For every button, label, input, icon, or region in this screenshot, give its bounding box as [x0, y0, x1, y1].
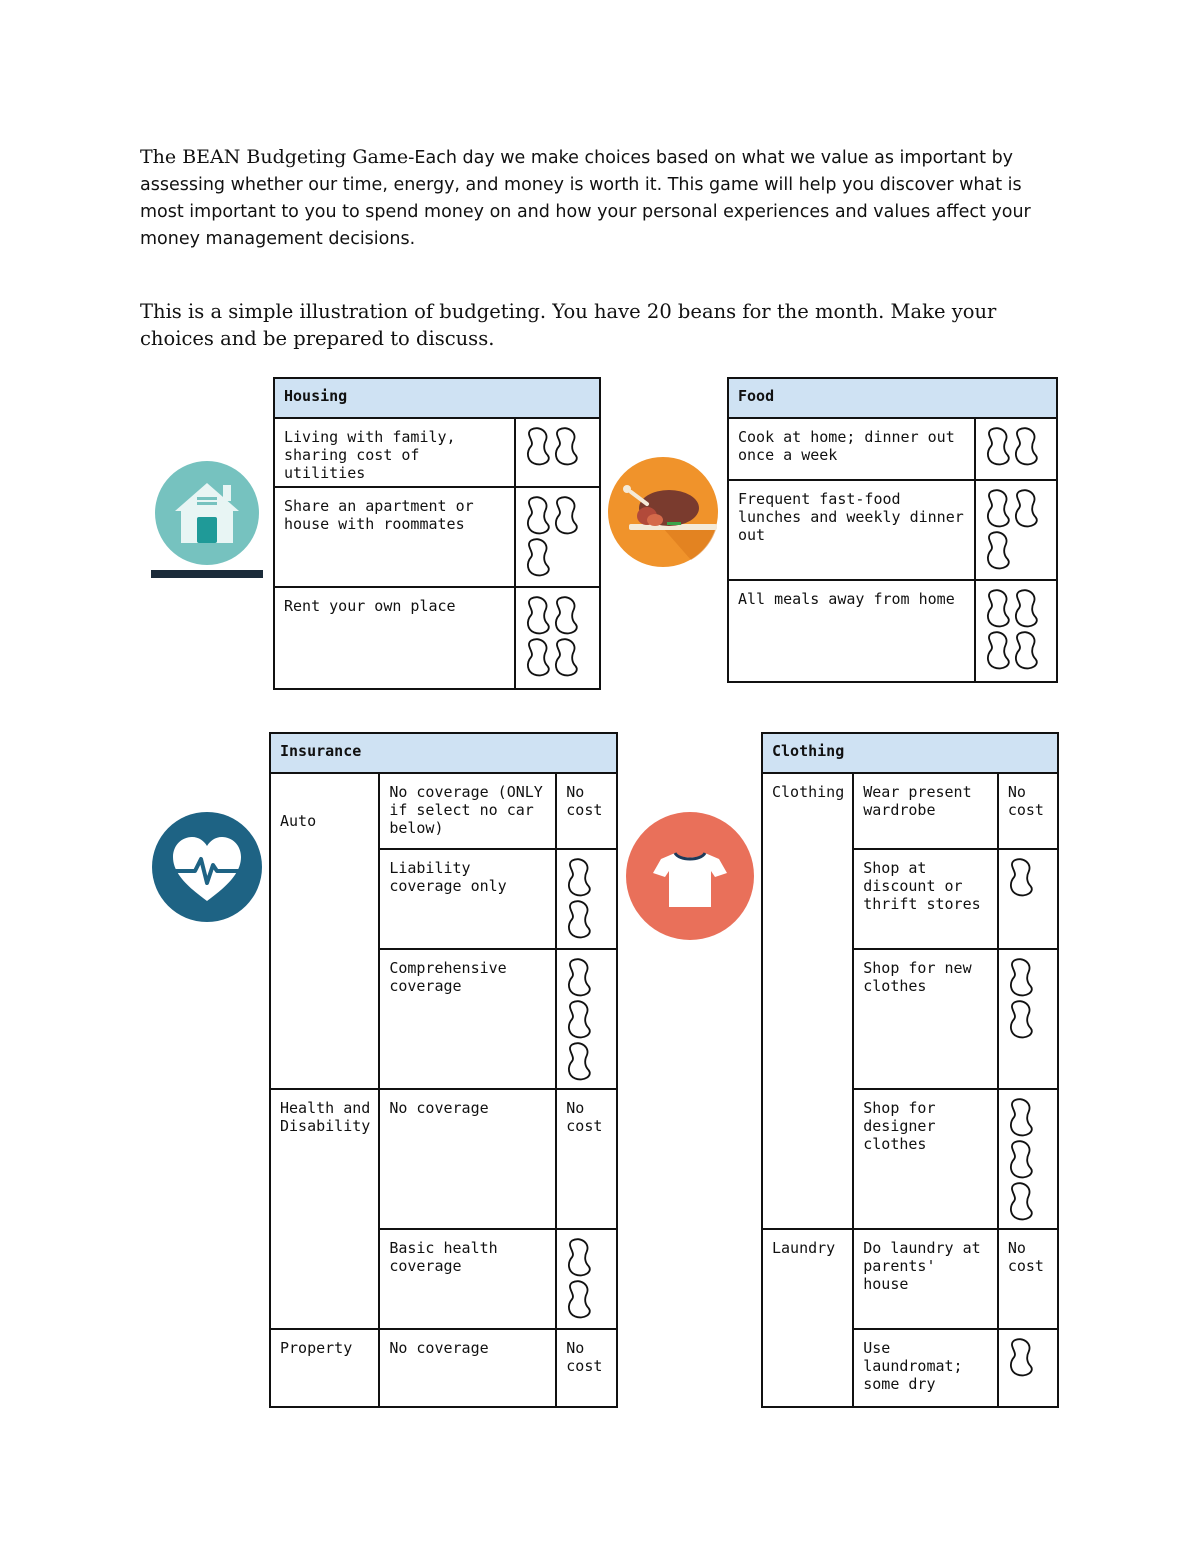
clothing-table [761, 732, 1059, 1408]
food-option-cook-home: Cook at home; dinner out once a week [728, 418, 975, 480]
intro-paragraph [140, 144, 1060, 253]
bean-cost [984, 487, 1044, 571]
bean-icon [565, 1278, 593, 1320]
bean-icon [565, 998, 593, 1040]
group-property: Property [270, 1329, 379, 1407]
bean-icon [984, 487, 1012, 529]
health-no-coverage: No coverage [379, 1089, 556, 1229]
no-cost-label: No cost [998, 1229, 1058, 1329]
bean-icon [1007, 1096, 1035, 1138]
clothing-discount: Shop at discount or thrift stores [853, 849, 998, 949]
laundry-laundromat: Use laundromat; some dry [853, 1329, 998, 1407]
bean-icon [1007, 1138, 1035, 1180]
bean-cost [984, 425, 1044, 467]
auto-no-coverage: No coverage (ONLY if select no car below) [379, 773, 556, 849]
bean-icon [1012, 425, 1040, 467]
food-header: Food [728, 378, 1057, 418]
clothing-header: Clothing [762, 733, 1058, 773]
bean-cost [1007, 856, 1037, 898]
no-cost-label: No cost [556, 1329, 617, 1407]
bean-icon [1007, 956, 1035, 998]
bean-icon [984, 529, 1012, 571]
bean-icon [1012, 587, 1040, 629]
bean-icon [552, 594, 580, 636]
no-cost-label: No cost [556, 773, 617, 849]
bean-icon [565, 1236, 593, 1278]
property-no-coverage: No coverage [379, 1329, 556, 1407]
bean-cost [565, 1236, 595, 1320]
bean-icon [565, 956, 593, 998]
auto-liability: Liability coverage only [379, 849, 556, 949]
house-icon [151, 459, 263, 581]
housing-option-family: Living with family, sharing cost of utilities [274, 418, 515, 487]
auto-comprehensive: Comprehensive coverage [379, 949, 556, 1089]
bean-icon [1007, 998, 1035, 1040]
bean-icon [524, 494, 552, 536]
housing-option-own-place: Rent your own place [274, 587, 515, 689]
housing-option-roommates: Share an apartment or house with roommates [274, 487, 515, 587]
bean-icon [552, 494, 580, 536]
food-option-away: All meals away from home [728, 580, 975, 682]
heart-icon [151, 811, 263, 923]
bean-cost [565, 856, 595, 940]
food-option-fast-food: Frequent fast-food lunches and weekly dinner out [728, 480, 975, 580]
insurance-header: Insurance [270, 733, 617, 773]
bean-icon [984, 425, 1012, 467]
bean-icon [1012, 487, 1040, 529]
bean-cost [565, 956, 595, 1082]
no-cost-label: No cost [998, 773, 1058, 849]
bean-icon [565, 856, 593, 898]
instructions-paragraph: This is a simple illustration of budgeting. You have 20 beans for the month. Make your choices and be prepared to discuss. [140, 300, 997, 350]
clothing-new: Shop for new clothes [853, 949, 998, 1089]
group-laundry: Laundry [762, 1229, 853, 1407]
health-basic: Basic health coverage [379, 1229, 556, 1329]
laundry-parents: Do laundry at parents' house [853, 1229, 998, 1329]
bean-icon [1007, 1336, 1035, 1378]
housing-header: Housing [274, 378, 600, 418]
group-health: Health and Disability [270, 1089, 379, 1329]
bean-icon [552, 636, 580, 678]
bean-cost [1007, 1336, 1037, 1378]
clothing-designer: Shop for designer clothes [853, 1089, 998, 1229]
bean-icon [1012, 629, 1040, 671]
game-title: The BEAN Budgeting Game [140, 146, 409, 168]
shirt-icon [625, 811, 755, 941]
bean-cost [524, 494, 584, 578]
group-auto: Auto [270, 773, 379, 1089]
bean-icon [524, 536, 552, 578]
bean-icon [552, 425, 580, 467]
bean-cost [1007, 1096, 1037, 1222]
bean-cost [1007, 956, 1037, 1040]
intro-text: -Each day we make choices based on what we value as important by assessing whether our time, energy, and money is worth it. This game will help you discover what is most important to you to spend money on and how your personal experiences and values affect your money management decisions. [140, 148, 1031, 249]
bean-icon [1007, 1180, 1035, 1222]
no-cost-label: No cost [556, 1089, 617, 1229]
bean-icon [524, 594, 552, 636]
bean-cost [984, 587, 1044, 671]
insurance-table [269, 732, 618, 1408]
bean-icon [565, 1040, 593, 1082]
group-clothing: Clothing [762, 773, 853, 1229]
bean-cost [524, 594, 584, 678]
bean-icon [524, 425, 552, 467]
bean-icon [565, 898, 593, 940]
food-table [727, 377, 1058, 683]
bean-icon [1007, 856, 1035, 898]
turkey-icon [607, 456, 719, 568]
clothing-wardrobe: Wear present wardrobe [853, 773, 998, 849]
bean-cost [524, 425, 584, 467]
bean-icon [984, 587, 1012, 629]
housing-table [273, 377, 601, 690]
bean-icon [984, 629, 1012, 671]
bean-icon [524, 636, 552, 678]
